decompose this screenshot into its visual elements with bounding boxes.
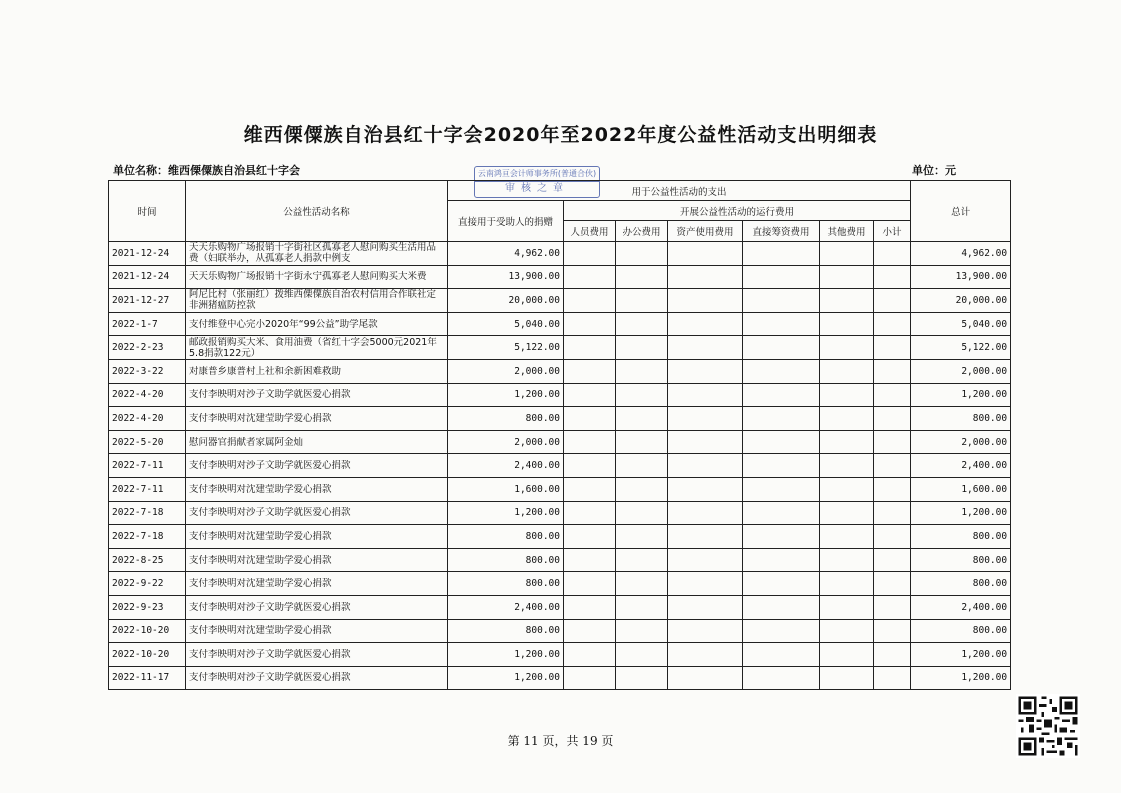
cell-activity-name bbox=[186, 265, 448, 289]
cell-subtotal bbox=[874, 501, 911, 525]
cell-office bbox=[616, 430, 668, 454]
cell-subtotal bbox=[874, 242, 911, 266]
cell-fundraising bbox=[743, 666, 820, 690]
header-expense-group: 用于公益性活动的支出 bbox=[448, 181, 911, 201]
cell-total: 1,200.00 bbox=[911, 643, 1011, 667]
cell-total: 5,122.00 bbox=[911, 336, 1011, 360]
cell-office bbox=[616, 289, 668, 313]
cell-office bbox=[616, 312, 668, 336]
page-title: 维西傈僳族自治县红十字会2020年至2022年度公益性活动支出明细表 bbox=[243, 124, 878, 146]
cell-office bbox=[616, 619, 668, 643]
cell-direct-amount: 800.00 bbox=[448, 407, 564, 431]
cell-personnel bbox=[564, 289, 616, 313]
cell-asset-use bbox=[668, 548, 743, 572]
cell-asset-use bbox=[668, 383, 743, 407]
cell-fundraising bbox=[743, 572, 820, 596]
cell-date: 2022-7-18 bbox=[109, 525, 186, 549]
header-time: 时间 bbox=[109, 181, 186, 242]
cell-fundraising bbox=[743, 289, 820, 313]
cell-fundraising bbox=[743, 595, 820, 619]
cell-date: 2022-7-11 bbox=[109, 477, 186, 501]
cell-direct-amount: 2,000.00 bbox=[448, 359, 564, 383]
cell-direct-amount: 800.00 bbox=[448, 619, 564, 643]
cell-activity-name bbox=[186, 525, 448, 549]
cell-activity-name bbox=[186, 595, 448, 619]
cell-date: 2022-5-20 bbox=[109, 430, 186, 454]
cell-personnel bbox=[564, 336, 616, 360]
cell-office bbox=[616, 454, 668, 478]
cell-other bbox=[820, 242, 874, 266]
cell-fundraising bbox=[743, 265, 820, 289]
cell-subtotal bbox=[874, 336, 911, 360]
activity-name-text: 天天乐购物广场报销十字街社区孤寡老人慰问购买生活用品费（妇联举办，从孤寡老人捐款中例支 bbox=[189, 242, 437, 265]
cell-date: 2022-4-20 bbox=[109, 407, 186, 431]
cell-direct-amount: 1,200.00 bbox=[448, 643, 564, 667]
cell-date: 2022-7-11 bbox=[109, 454, 186, 478]
cell-subtotal bbox=[874, 454, 911, 478]
cell-personnel bbox=[564, 477, 616, 501]
table-row bbox=[109, 548, 1011, 572]
activity-name-text: 支付李映明对沙子文助学就医爱心捐款 bbox=[189, 601, 351, 613]
cell-fundraising bbox=[743, 548, 820, 572]
cell-office bbox=[616, 572, 668, 596]
cell-activity-name bbox=[186, 501, 448, 525]
table-row bbox=[109, 430, 1011, 454]
activity-name-text: 邮政报销购买大米、食用油费（省红十字会5000元2021年5.8捐款122元） bbox=[189, 336, 437, 359]
cell-total: 1,200.00 bbox=[911, 383, 1011, 407]
table-row bbox=[109, 242, 1011, 266]
cell-total: 5,040.00 bbox=[911, 312, 1011, 336]
cell-office bbox=[616, 525, 668, 549]
table-row bbox=[109, 336, 1011, 360]
expense-table bbox=[108, 180, 1011, 690]
cell-subtotal bbox=[874, 359, 911, 383]
cell-other bbox=[820, 359, 874, 383]
cell-date: 2022-11-17 bbox=[109, 666, 186, 690]
cell-asset-use bbox=[668, 454, 743, 478]
cell-asset-use bbox=[668, 666, 743, 690]
cell-date: 2022-3-22 bbox=[109, 359, 186, 383]
activity-name-text: 支付李映明对沙子文助学就医爱心捐款 bbox=[189, 460, 351, 472]
table-row bbox=[109, 525, 1011, 549]
table-row bbox=[109, 643, 1011, 667]
stamp-label: 审核之章 bbox=[505, 183, 569, 194]
cell-office bbox=[616, 242, 668, 266]
activity-name-text: 支付李映明对沈建莹助学爱心捐款 bbox=[189, 554, 332, 566]
cell-subtotal bbox=[874, 572, 911, 596]
cell-asset-use bbox=[668, 572, 743, 596]
activity-name-text: 支付维登中心完小2020年“99公益”助学尾款 bbox=[189, 318, 378, 330]
activity-name-text: 支付李映明对沙子文助学就医爱心捐款 bbox=[189, 648, 351, 660]
stamp-firm-name: 云南鸿亘会计师事务所(普通合伙) bbox=[475, 167, 599, 182]
cell-personnel bbox=[564, 501, 616, 525]
activity-name-text: 对康普乡康普村上社和余新困难救助 bbox=[189, 365, 342, 377]
cell-activity-name bbox=[186, 289, 448, 313]
cell-personnel bbox=[564, 359, 616, 383]
activity-name-text: 天天乐购物广场报销十字街永宁孤寡老人慰问购买大米费 bbox=[189, 271, 427, 283]
cell-office bbox=[616, 501, 668, 525]
cell-office bbox=[616, 548, 668, 572]
cell-office bbox=[616, 407, 668, 431]
cell-asset-use bbox=[668, 619, 743, 643]
cell-subtotal bbox=[874, 430, 911, 454]
cell-direct-amount: 800.00 bbox=[448, 548, 564, 572]
cell-fundraising bbox=[743, 619, 820, 643]
cell-personnel bbox=[564, 643, 616, 667]
cell-fundraising bbox=[743, 501, 820, 525]
cell-office bbox=[616, 477, 668, 501]
activity-name-text: 慰问器官捐献者家属阿金灿 bbox=[189, 436, 304, 448]
cell-date: 2022-1-7 bbox=[109, 312, 186, 336]
table-row bbox=[109, 383, 1011, 407]
cell-date: 2022-4-20 bbox=[109, 383, 186, 407]
cell-activity-name bbox=[186, 454, 448, 478]
cell-other bbox=[820, 619, 874, 643]
cell-other bbox=[820, 336, 874, 360]
cell-total: 800.00 bbox=[911, 548, 1011, 572]
cell-fundraising bbox=[743, 454, 820, 478]
cell-total: 2,400.00 bbox=[911, 595, 1011, 619]
cell-date: 2022-9-22 bbox=[109, 572, 186, 596]
cell-direct-amount: 5,040.00 bbox=[448, 312, 564, 336]
cell-subtotal bbox=[874, 289, 911, 313]
cell-total: 1,200.00 bbox=[911, 666, 1011, 690]
cell-other bbox=[820, 407, 874, 431]
header-fundraising: 直接筹资费用 bbox=[743, 221, 820, 242]
cell-personnel bbox=[564, 525, 616, 549]
cell-total: 13,900.00 bbox=[911, 265, 1011, 289]
cell-asset-use bbox=[668, 312, 743, 336]
cell-activity-name bbox=[186, 336, 448, 360]
cell-activity-name bbox=[186, 572, 448, 596]
unit-name: 单位名称：维西傈僳族自治县红十字会 bbox=[113, 164, 300, 177]
activity-name-text: 支付李映明对沈建莹助学爱心捐款 bbox=[189, 625, 332, 637]
table-row bbox=[109, 454, 1011, 478]
cell-other bbox=[820, 383, 874, 407]
table-row bbox=[109, 572, 1011, 596]
cell-total: 2,400.00 bbox=[911, 454, 1011, 478]
cell-subtotal bbox=[874, 265, 911, 289]
cell-fundraising bbox=[743, 525, 820, 549]
activity-name-text: 支付李映明对沈建莹助学爱心捐款 bbox=[189, 578, 332, 590]
cell-personnel bbox=[564, 595, 616, 619]
cell-other bbox=[820, 430, 874, 454]
cell-asset-use bbox=[668, 289, 743, 313]
cell-asset-use bbox=[668, 407, 743, 431]
cell-asset-use bbox=[668, 359, 743, 383]
table-row bbox=[109, 407, 1011, 431]
cell-subtotal bbox=[874, 383, 911, 407]
table-row bbox=[109, 359, 1011, 383]
table-row bbox=[109, 619, 1011, 643]
header-operating-costs: 开展公益性活动的运行费用 bbox=[564, 201, 911, 221]
activity-name-text: 支付李映明对沈建莹助学爱心捐款 bbox=[189, 483, 332, 495]
cell-total: 800.00 bbox=[911, 407, 1011, 431]
cell-office bbox=[616, 336, 668, 360]
cell-subtotal bbox=[874, 595, 911, 619]
cell-activity-name bbox=[186, 666, 448, 690]
cell-direct-amount: 20,000.00 bbox=[448, 289, 564, 313]
cell-activity-name bbox=[186, 312, 448, 336]
cell-asset-use bbox=[668, 430, 743, 454]
cell-direct-amount: 2,000.00 bbox=[448, 430, 564, 454]
header-other: 其他费用 bbox=[820, 221, 874, 242]
cell-personnel bbox=[564, 548, 616, 572]
table-row bbox=[109, 666, 1011, 690]
cell-other bbox=[820, 572, 874, 596]
cell-subtotal bbox=[874, 619, 911, 643]
table-row bbox=[109, 477, 1011, 501]
header-total: 总计 bbox=[911, 181, 1011, 242]
header-activity: 公益性活动名称 bbox=[186, 181, 448, 242]
cell-fundraising bbox=[743, 407, 820, 431]
cell-fundraising bbox=[743, 383, 820, 407]
cell-asset-use bbox=[668, 501, 743, 525]
cell-personnel bbox=[564, 572, 616, 596]
cell-activity-name bbox=[186, 383, 448, 407]
cell-asset-use bbox=[668, 265, 743, 289]
cell-other bbox=[820, 477, 874, 501]
activity-name-text: 支付李映明对沈建莹助学爱心捐款 bbox=[189, 412, 332, 424]
cell-asset-use bbox=[668, 643, 743, 667]
cell-other bbox=[820, 548, 874, 572]
cell-subtotal bbox=[874, 407, 911, 431]
cell-personnel bbox=[564, 454, 616, 478]
cell-total: 2,000.00 bbox=[911, 430, 1011, 454]
cell-other bbox=[820, 454, 874, 478]
cell-asset-use bbox=[668, 525, 743, 549]
cell-direct-amount: 13,900.00 bbox=[448, 265, 564, 289]
cell-personnel bbox=[564, 430, 616, 454]
cell-direct-amount: 1,600.00 bbox=[448, 477, 564, 501]
cell-direct-amount: 4,962.00 bbox=[448, 242, 564, 266]
activity-name-text: 支付李映明对沙子文助学就医爱心捐款 bbox=[189, 389, 351, 401]
header-subtotal: 小计 bbox=[874, 221, 911, 242]
activity-name-text: 支付李映明对沙子文助学就医爱心捐款 bbox=[189, 672, 351, 684]
cell-date: 2022-10-20 bbox=[109, 619, 186, 643]
cell-office bbox=[616, 643, 668, 667]
cell-subtotal bbox=[874, 525, 911, 549]
table-row bbox=[109, 289, 1011, 313]
cell-total: 800.00 bbox=[911, 525, 1011, 549]
page-footer: 第 11 页，共 19 页 bbox=[507, 734, 614, 748]
cell-other bbox=[820, 501, 874, 525]
cell-other bbox=[820, 525, 874, 549]
cell-date: 2022-2-23 bbox=[109, 336, 186, 360]
header-direct-donation: 直接用于受助人的捐赠 bbox=[448, 201, 564, 242]
cell-personnel bbox=[564, 666, 616, 690]
activity-name-text: 阿尼比村（张丽红）拨维西傈僳族自治农村信用合作联社定非洲猪瘟防控款 bbox=[189, 289, 437, 312]
table-row bbox=[109, 595, 1011, 619]
cell-other bbox=[820, 312, 874, 336]
activity-name-text: 支付李映明对沙子文助学就医爱心捐款 bbox=[189, 507, 351, 519]
cell-other bbox=[820, 289, 874, 313]
cell-asset-use bbox=[668, 595, 743, 619]
cell-total: 2,000.00 bbox=[911, 359, 1011, 383]
cell-activity-name bbox=[186, 477, 448, 501]
table-row bbox=[109, 265, 1011, 289]
table-body bbox=[109, 242, 1011, 690]
cell-personnel bbox=[564, 242, 616, 266]
cell-total: 1,200.00 bbox=[911, 501, 1011, 525]
cell-date: 2021-12-24 bbox=[109, 265, 186, 289]
cell-activity-name bbox=[186, 407, 448, 431]
cell-direct-amount: 1,200.00 bbox=[448, 666, 564, 690]
cell-fundraising bbox=[743, 312, 820, 336]
table-row bbox=[109, 312, 1011, 336]
cell-fundraising bbox=[743, 643, 820, 667]
cell-date: 2021-12-27 bbox=[109, 289, 186, 313]
cell-office bbox=[616, 265, 668, 289]
cell-subtotal bbox=[874, 548, 911, 572]
qr-code-icon bbox=[1016, 694, 1080, 758]
cell-subtotal bbox=[874, 477, 911, 501]
cell-activity-name bbox=[186, 619, 448, 643]
header-asset-use: 资产使用费用 bbox=[668, 221, 743, 242]
cell-date: 2022-8-25 bbox=[109, 548, 186, 572]
cell-date: 2022-10-20 bbox=[109, 643, 186, 667]
cell-activity-name bbox=[186, 548, 448, 572]
cell-total: 800.00 bbox=[911, 619, 1011, 643]
cell-other bbox=[820, 666, 874, 690]
cell-activity-name bbox=[186, 242, 448, 266]
cell-office bbox=[616, 359, 668, 383]
cell-office bbox=[616, 595, 668, 619]
cell-asset-use bbox=[668, 336, 743, 360]
cell-asset-use bbox=[668, 477, 743, 501]
header-personnel: 人员费用 bbox=[564, 221, 616, 242]
table-row bbox=[109, 501, 1011, 525]
cell-other bbox=[820, 643, 874, 667]
cell-activity-name bbox=[186, 430, 448, 454]
cell-personnel bbox=[564, 312, 616, 336]
cell-fundraising bbox=[743, 242, 820, 266]
cell-activity-name bbox=[186, 643, 448, 667]
cell-fundraising bbox=[743, 430, 820, 454]
cell-total: 800.00 bbox=[911, 572, 1011, 596]
cell-total: 4,962.00 bbox=[911, 242, 1011, 266]
cell-fundraising bbox=[743, 477, 820, 501]
cell-fundraising bbox=[743, 359, 820, 383]
cell-date: 2022-9-23 bbox=[109, 595, 186, 619]
cell-subtotal bbox=[874, 643, 911, 667]
cell-fundraising bbox=[743, 336, 820, 360]
cell-direct-amount: 2,400.00 bbox=[448, 595, 564, 619]
currency-unit: 单位：元 bbox=[912, 164, 956, 177]
header-office: 办公费用 bbox=[616, 221, 668, 242]
cell-other bbox=[820, 595, 874, 619]
cell-direct-amount: 800.00 bbox=[448, 525, 564, 549]
cell-activity-name bbox=[186, 359, 448, 383]
cell-personnel bbox=[564, 383, 616, 407]
cell-direct-amount: 5,122.00 bbox=[448, 336, 564, 360]
cell-other bbox=[820, 265, 874, 289]
cell-direct-amount: 1,200.00 bbox=[448, 501, 564, 525]
cell-date: 2022-7-18 bbox=[109, 501, 186, 525]
cell-office bbox=[616, 383, 668, 407]
cell-asset-use bbox=[668, 242, 743, 266]
cell-subtotal bbox=[874, 312, 911, 336]
cell-direct-amount: 1,200.00 bbox=[448, 383, 564, 407]
cell-total: 1,600.00 bbox=[911, 477, 1011, 501]
cell-date: 2021-12-24 bbox=[109, 242, 186, 266]
cell-subtotal bbox=[874, 666, 911, 690]
cell-direct-amount: 2,400.00 bbox=[448, 454, 564, 478]
cell-office bbox=[616, 666, 668, 690]
cell-personnel bbox=[564, 619, 616, 643]
cell-personnel bbox=[564, 407, 616, 431]
activity-name-text: 支付李映明对沈建莹助学爱心捐款 bbox=[189, 530, 332, 542]
cell-personnel bbox=[564, 265, 616, 289]
cell-direct-amount: 800.00 bbox=[448, 572, 564, 596]
cell-total: 20,000.00 bbox=[911, 289, 1011, 313]
